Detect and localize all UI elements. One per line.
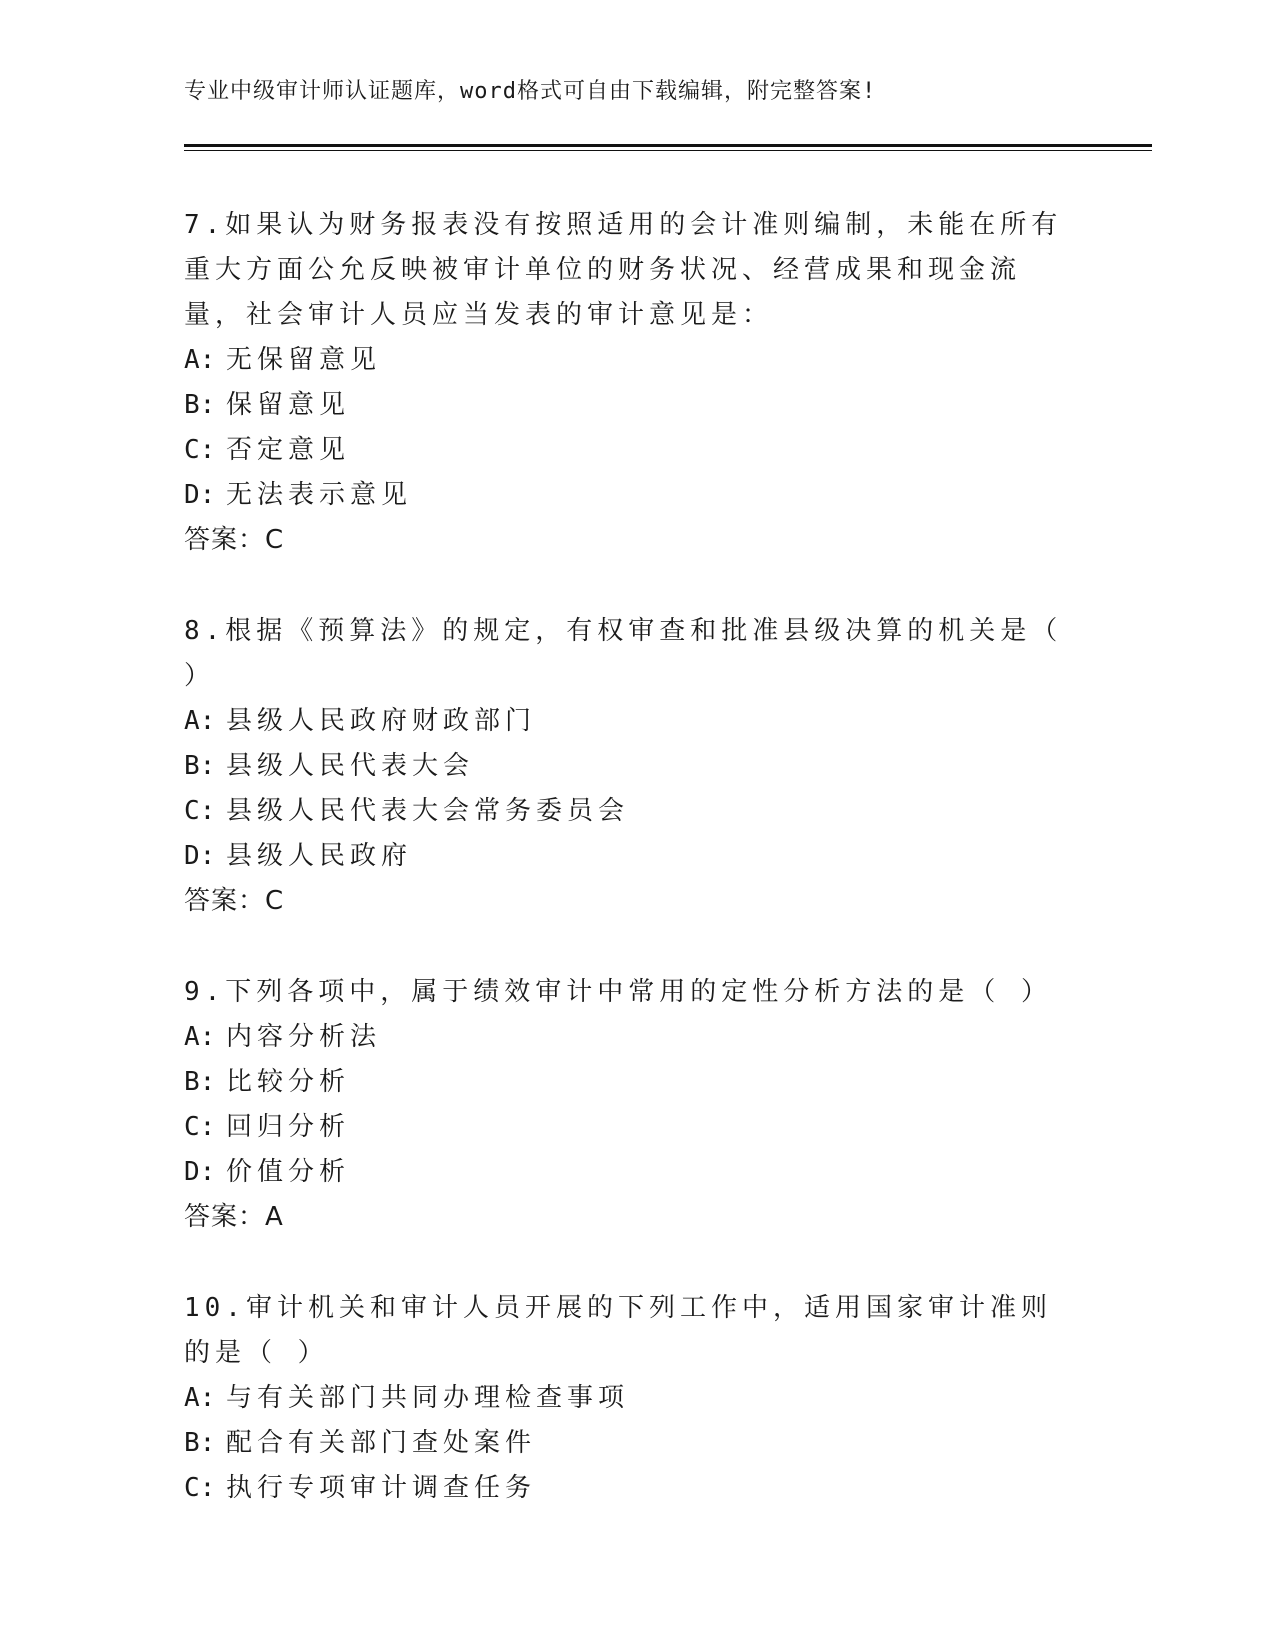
- answer-option: [184, 1376, 1064, 1421]
- option-text: 回归分析: [226, 1112, 351, 1142]
- option-text: 县级人民代表大会: [226, 751, 475, 781]
- answer-key: 答案：C: [184, 886, 285, 916]
- option-letter: C:: [184, 1112, 216, 1142]
- question-list: [184, 203, 1064, 1557]
- option-letter: D:: [184, 841, 216, 871]
- answer-option: [184, 1466, 1064, 1511]
- option-letter: A:: [184, 1022, 216, 1052]
- option-letter: B:: [184, 1428, 216, 1458]
- option-text: 保留意见: [226, 390, 351, 420]
- answer-option: [184, 744, 1064, 789]
- answer-option: [184, 1105, 1064, 1150]
- answer-option: [184, 1060, 1064, 1105]
- question-text: 8.根据《预算法》的规定，有权审查和批准县级决算的机关是（ ）: [184, 616, 1063, 691]
- option-text: 与有关部门共同办理检查事项: [226, 1383, 630, 1413]
- option-letter: A:: [184, 1383, 216, 1413]
- answer-key: 答案：C: [184, 525, 285, 555]
- option-text: 县级人民代表大会常务委员会: [226, 796, 630, 826]
- option-text: 执行专项审计调查任务: [226, 1473, 537, 1503]
- answer-option: [184, 428, 1064, 473]
- option-letter: D:: [184, 480, 216, 510]
- option-text: 比较分析: [226, 1067, 351, 1097]
- answer-option: [184, 473, 1064, 518]
- header-divider-thin: [184, 150, 1152, 151]
- option-letter: A:: [184, 345, 216, 375]
- option-letter: B:: [184, 751, 216, 781]
- option-text: 价值分析: [226, 1157, 351, 1187]
- option-letter: B:: [184, 390, 216, 420]
- question-block: [184, 1286, 1064, 1511]
- option-letter: C:: [184, 796, 216, 826]
- answer-key: 答案：A: [184, 1202, 284, 1232]
- answer-option: [184, 834, 1064, 879]
- answer-option: [184, 1015, 1064, 1060]
- question-text: 10.审计机关和审计人员开展的下列工作中，适用国家审计准则的是（ ）: [184, 1293, 1052, 1368]
- answer-option: [184, 383, 1064, 428]
- option-text: 无保留意见: [226, 345, 382, 375]
- question-block: [184, 609, 1064, 924]
- document-header: 专业中级审计师认证题库，word格式可自由下载编辑，附完整答案!: [184, 79, 877, 104]
- option-text: 配合有关部门查处案件: [226, 1428, 537, 1458]
- option-text: 内容分析法: [226, 1022, 382, 1052]
- header-divider-thick: [184, 144, 1152, 147]
- question-text: 7.如果认为财务报表没有按照适用的会计准则编制，未能在所有重大方面公允反映被审计单位的财务状况、经营成果和现金流量，社会审计人员应当发表的审计意见是：: [184, 210, 1063, 330]
- option-letter: B:: [184, 1067, 216, 1097]
- option-letter: C:: [184, 435, 216, 465]
- option-text: 县级人民政府: [226, 841, 413, 871]
- question-text: 9.下列各项中，属于绩效审计中常用的定性分析方法的是（ ）: [184, 977, 1052, 1007]
- option-letter: A:: [184, 706, 216, 736]
- question-block: [184, 203, 1064, 563]
- option-text: 无法表示意见: [226, 480, 413, 510]
- answer-option: [184, 1421, 1064, 1466]
- answer-option: [184, 699, 1064, 744]
- option-text: 县级人民政府财政部门: [226, 706, 537, 736]
- answer-option: [184, 789, 1064, 834]
- option-letter: D:: [184, 1157, 216, 1187]
- option-text: 否定意见: [226, 435, 351, 465]
- question-block: [184, 970, 1064, 1240]
- answer-option: [184, 338, 1064, 383]
- answer-option: [184, 1150, 1064, 1195]
- option-letter: C:: [184, 1473, 216, 1503]
